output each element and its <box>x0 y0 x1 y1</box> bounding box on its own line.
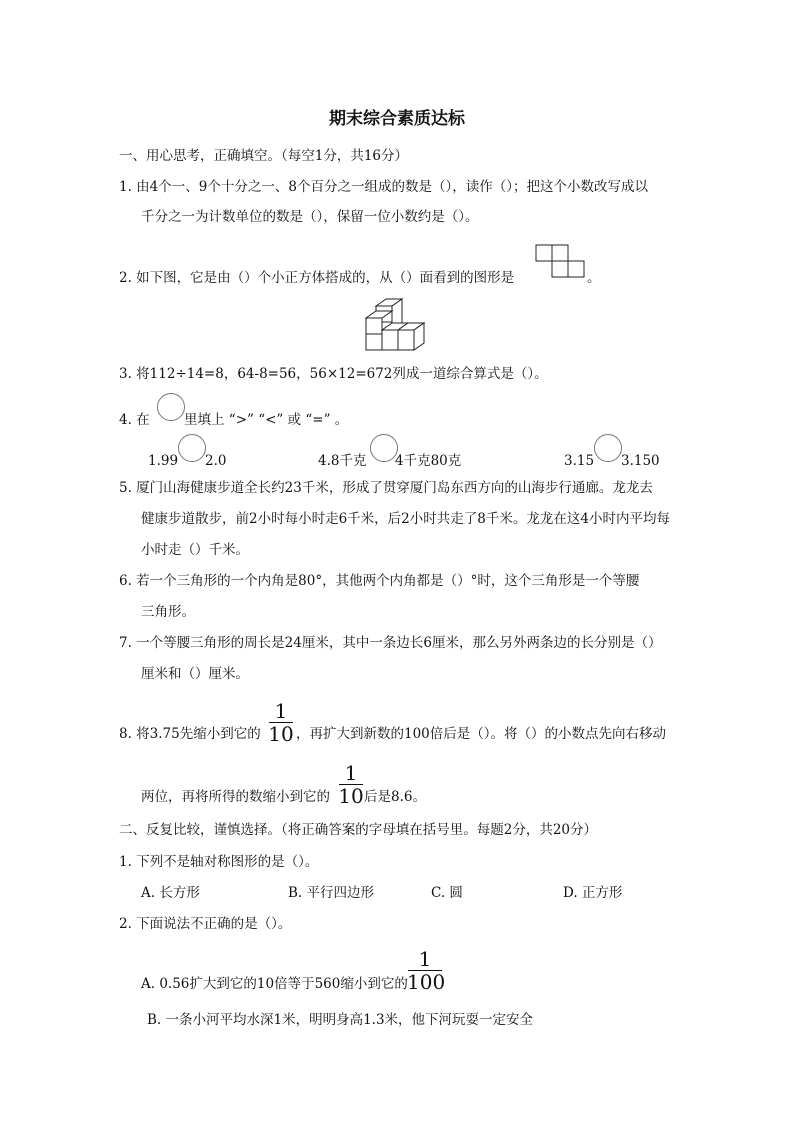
q1-line1: 1. 由4个一、9个十分之一、8个百分之一组成的数是（），读作（）；把这个小数改写成以 <box>119 179 648 195</box>
q6-line1: 6. 若一个三角形的一个内角是80°，其他两个内角都是（）°时，这个三角形是一个等腰 <box>119 573 640 589</box>
fraction-numerator: 1 <box>418 947 432 971</box>
page-title: 期末综合素质达标 <box>329 109 465 129</box>
s2-q1-option-b: B. 平行四边形 <box>288 885 375 901</box>
q7-line2: 厘米和（）厘米。 <box>141 666 249 682</box>
front-view-figure <box>535 244 587 278</box>
q6-line2: 三角形。 <box>141 604 195 620</box>
section2-heading: 二、反复比较，谨慎选择。（将正确答案的字母填在括号里。每题2分，共20分） <box>119 822 598 838</box>
fraction-denominator: 10 <box>338 784 364 808</box>
q4-item2-right: 4千克80克 <box>395 453 462 469</box>
s2-q1-text: 1. 下列不是轴对称图形的是（）。 <box>119 854 319 870</box>
q8-part-c: 两位，再将所得的数缩小到它的 <box>141 789 330 805</box>
compare-circle-2[interactable] <box>370 434 398 462</box>
fraction-numerator: 1 <box>344 761 358 785</box>
q1-line2: 千分之一为计数单位的数是（），保留一位小数约是（）。 <box>141 209 479 225</box>
q2-end: 。 <box>587 270 601 286</box>
s2-q2-text: 2. 下面说法不正确的是（）。 <box>119 916 292 932</box>
q3-text: 3. 将112÷14=8，64-8=56，56×12=672列成一道综合算式是（）。 <box>119 366 548 382</box>
fraction-numerator: 1 <box>274 699 288 723</box>
cube-stack-figure <box>362 296 430 354</box>
fraction-denominator: 100 <box>407 970 446 994</box>
s2-q2-fraction <box>407 947 446 994</box>
q5-line2: 健康步道散步，前2小时每小时走6千米，后2小时共走了8千米。龙龙在这4小时内平均每 <box>141 511 670 527</box>
compare-circle-sample <box>157 393 185 421</box>
q8-fraction-2 <box>338 762 364 807</box>
q4-item3-left: 3.15 <box>564 453 595 469</box>
q4-item1-right: 2.0 <box>205 453 227 469</box>
q8-fraction-1 <box>268 700 294 745</box>
fraction-denominator: 10 <box>268 722 294 746</box>
q4-item1-left: 1.99 <box>148 453 179 469</box>
q4-item2-left: 4.8千克 <box>318 453 367 469</box>
q8-part-b: ，再扩大到新数的100倍后是（）。将（）的小数点先向右移动 <box>296 726 667 742</box>
q8-part-d: 后是8.6。 <box>364 789 426 805</box>
compare-circle-1[interactable] <box>178 434 206 462</box>
s2-q2-option-b: B. 一条小河平均水深1米，明明身高1.3米，他下河玩耍一定安全 <box>147 1012 534 1028</box>
s2-q1-option-c: C. 圆 <box>431 885 463 901</box>
s2-q2-option-a: A. 0.56扩大到它的10倍等于560缩小到它的 <box>141 976 408 992</box>
q2-text: 2. 如下图，它是由（）个小正方体搭成的，从（）面看到的图形是 <box>119 270 515 286</box>
q5-line1: 5. 厦门山海健康步道全长约23千米，形成了贯穿厦门岛东西方向的山海步行通廊。龙龙去 <box>119 480 653 496</box>
q8-part-a: 8. 将3.75先缩小到它的 <box>119 726 261 742</box>
compare-circle-3[interactable] <box>594 434 622 462</box>
q7-line1: 7. 一个等腰三角形的周长是24厘米，其中一条边长6厘米，那么另外两条边的长分别是（） <box>119 635 662 651</box>
s2-q1-option-a: A. 长方形 <box>141 885 200 901</box>
q4-item3-right: 3.150 <box>621 453 660 469</box>
q4-pre: 4. 在 <box>119 412 150 428</box>
s2-q1-option-d: D. 正方形 <box>563 885 623 901</box>
q5-line3: 小时走（）千米。 <box>141 542 249 558</box>
q4-post: 里填上 “>” “<” 或 “=” 。 <box>184 412 349 428</box>
section1-heading: 一、用心思考，正确填空。（每空1分，共16分） <box>119 148 409 164</box>
